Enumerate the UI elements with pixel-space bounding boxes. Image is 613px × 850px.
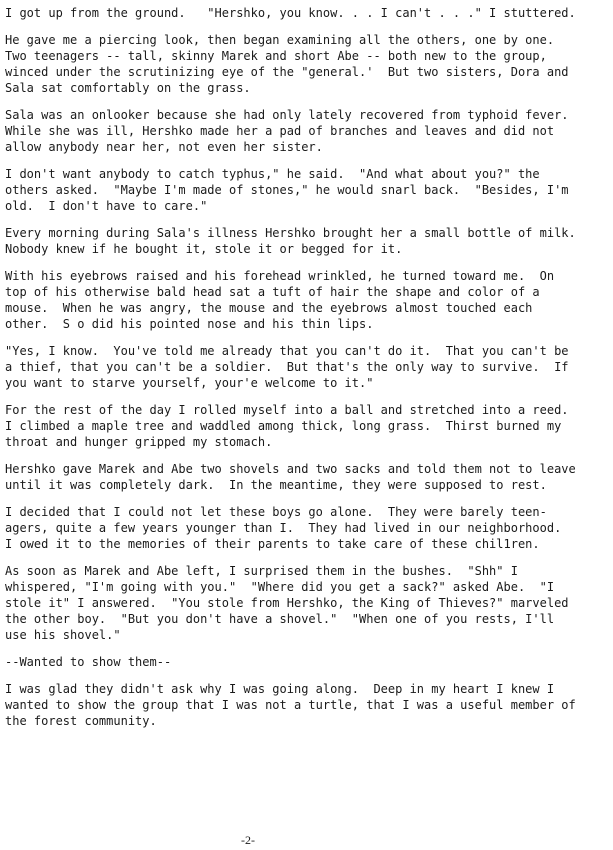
page-number: -2- [241, 833, 255, 847]
paragraph [5, 268, 609, 332]
text-line: I climbed a maple tree and waddled among thick, long grass. Thirst burned my [5, 419, 562, 433]
text-line: Every morning during Sala's illness Hershko brought her a small bottle of milk. [5, 226, 576, 240]
text-line: I owed it to the memories of their parents to take care of these chil1ren. [5, 537, 540, 551]
text-line: top of his otherwise bald head sat a tuft of hair the shape and color of a [5, 285, 540, 299]
paragraph [5, 402, 609, 450]
body-text [5, 5, 609, 740]
text-line: a thief, that you can't be a soldier. But that's the only way to survive. If [5, 360, 569, 374]
text-line: until it was completely dark. In the meantime, they were supposed to rest. [5, 478, 547, 492]
paragraph [5, 654, 609, 670]
text-line: mouse. When he was angry, the mouse and the eyebrows almost touched each [5, 301, 533, 315]
text-line: Nobody knew if he bought it, stole it or begged for it. [5, 242, 403, 256]
paragraph [5, 107, 609, 155]
text-line: Sala sat comfortably on the grass. [5, 81, 251, 95]
text-line: I decided that I could not let these boys go alone. They were barely teen- [5, 505, 547, 519]
text-line: As soon as Marek and Abe left, I surprised them in the bushes. "Shh" I [5, 564, 518, 578]
text-line: I got up from the ground. "Hershko, you know. . . I can't . . ." I stuttered. [5, 6, 576, 20]
text-line: wanted to show the group that I was not a turtle, that I was a useful member of [5, 698, 576, 712]
text-line: use his shovel." [5, 628, 121, 642]
text-line: agers, quite a few years younger than I. They had lived in our neighborhood. [5, 521, 562, 535]
paragraph [5, 563, 609, 643]
text-line: For the rest of the day I rolled myself into a ball and stretched into a reed. [5, 403, 569, 417]
paragraph [5, 681, 609, 729]
text-line: "Yes, I know. You've told me already that you can't do it. That you can't be [5, 344, 569, 358]
text-line: I was glad they didn't ask why I was going along. Deep in my heart I knew I [5, 682, 555, 696]
text-line: With his eyebrows raised and his forehead wrinkled, he turned toward me. On [5, 269, 555, 283]
paragraph [5, 504, 609, 552]
text-line: I don't want anybody to catch typhus," he said. "And what about you?" the [5, 167, 540, 181]
text-line: old. I don't have to care." [5, 199, 208, 213]
text-line: others asked. "Maybe I'm made of stones," he would snarl back. "Besides, I'm [5, 183, 569, 197]
text-line: allow anybody near her, not even her sister. [5, 140, 323, 154]
text-line: He gave me a piercing look, then began examining all the others, one by one. [5, 33, 555, 47]
text-line: While she was ill, Hershko made her a pad of branches and leaves and did not [5, 124, 555, 138]
text-line: throat and hunger gripped my stomach. [5, 435, 273, 449]
text-line: Hershko gave Marek and Abe two shovels and two sacks and told them not to leave [5, 462, 576, 476]
paragraph [5, 166, 609, 214]
text-line: whispered, "I'm going with you." "Where did you get a sack?" asked Abe. "I [5, 580, 555, 594]
paragraph [5, 225, 609, 257]
paragraph [5, 32, 609, 96]
text-line: stole it" I answered. "You stole from Hershko, the King of Thieves?" marveled [5, 596, 569, 610]
text-line: Sala was an onlooker because she had only lately recovered from typhoid fever. [5, 108, 569, 122]
text-line: --Wanted to show them-- [5, 655, 172, 669]
paragraph [5, 343, 609, 391]
paragraph [5, 461, 609, 493]
text-line: the forest community. [5, 714, 157, 728]
text-line: winced under the scrutinizing eye of the "general.' But two sisters, Dora and [5, 65, 569, 79]
text-line: the other boy. "But you don't have a shovel." "When one of you rests, I'll [5, 612, 555, 626]
paragraph [5, 5, 609, 21]
text-line: you want to starve yourself, your'e welcome to it." [5, 376, 374, 390]
text-line: Two teenagers -- tall, skinny Marek and short Abe -- both new to the group, [5, 49, 547, 63]
text-line: other. S o did his pointed nose and his thin lips. [5, 317, 374, 331]
